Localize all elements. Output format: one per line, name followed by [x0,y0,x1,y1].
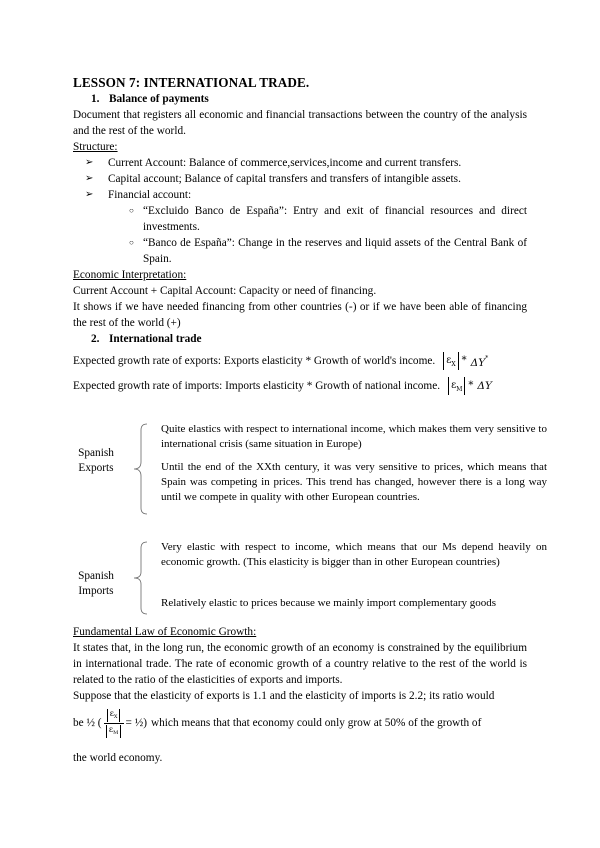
elasticity-ratio-fraction: $\frac{\varepsilon_X}{\varepsilon_M}$ [104,709,124,738]
exports-elasticity-symbol: $\varepsilon_X$ * ΔY* [443,351,488,371]
spanish-imports-block [73,540,547,620]
ratio-line: be ½ ( $\frac{\varepsilon_X}{\varepsilon_M}$ = ½) which means that that economy could only grow at 50% of the growth of [73,708,482,736]
exports-point-income: Quite elastics with respect to international income, which makes them very sensitive to international crisis (same situation in Europe) [161,423,547,450]
list-item: ➢ Current Account: Balance of commerce,services,income and current transfers. [85,157,462,169]
arrow-bullet-icon: ➢ [85,189,94,200]
fundamental-law-section [73,624,527,766]
fundamental-law-label: Fundamental Law of Economic Growth: [73,626,257,638]
section-2-number: 2. [91,333,100,345]
economic-interpretation-line: Current Account + Capital Account: Capacity or need of financing. [73,285,377,297]
section-2-title: International trade [109,333,202,345]
imports-point-income: Very elastic with respect to income, which means that our Ms depend heavily on economic growth. (This elasticity is bigger than in other European countries) [161,541,547,568]
left-brace-icon [131,422,151,516]
circle-bullet-icon: ○ [129,206,134,215]
bop-definition: Document that registers all economic and financial transactions between the country of the analysis and the rest of the world. [73,109,527,137]
economic-interpretation-text: It shows if we have needed financing from other countries (-) or if we have been able of financing the rest of the world (+) [73,301,527,329]
arrow-bullet-icon: ➢ [85,157,94,168]
section-1-heading [91,91,527,107]
imports-elasticity-symbol: $\varepsilon_M$ * ΔY [448,377,492,395]
list-item: ○ “Excluido Banco de España”: Entry and exit of financial resources and direct investments. [129,205,527,233]
list-item: ➢ Capital account; Balance of capital transfers and transfers of intangible assets. [85,173,461,185]
spanish-exports-block [73,422,547,522]
left-brace-icon [131,540,151,616]
lesson-title: LESSON 7: INTERNATIONAL TRADE. [73,75,310,90]
fundamental-law-text: It states that, in the long run, the economic growth of an economy is constrained by the equilibrium in international trade. The rate of economic growth of a country relative to the rest of the world is related to the ratio of the elasticities of exports and imports. [73,642,527,686]
financial-sublist [73,203,527,267]
structure-label: Structure: [73,141,118,153]
imports-formula: Expected growth rate of imports: Imports elasticity * Growth of national income. $\varepsilon_M$ * ΔY [73,375,527,397]
section-1-title: Balance of payments [109,93,209,105]
imports-point-prices: Relatively elastic to prices because we mainly import complementary goods [161,597,497,609]
fundamental-law-conclusion: the world economy. [73,752,163,764]
fundamental-law-example: Suppose that the elasticity of exports is 1.1 and the elasticity of imports is 2.2; its ratio would [73,690,495,702]
arrow-bullet-icon: ➢ [85,173,94,184]
list-item: ➢ Financial account: [85,189,192,201]
structure-list [73,155,527,203]
exports-point-prices: Until the end of the XXth century, it was very sensitive to prices, which means that Spain was competing in prices. This trend has changed, however there is a long way until we compete in quality with other European countries. [161,461,547,503]
exports-label: Spanish Exports [78,447,114,474]
economic-interpretation-label: Economic Interpretation: [73,269,187,281]
document-page [73,74,547,764]
list-item: ○ “Banco de España”: Change in the reserves and liquid assets of the Central Bank of Spain. [129,237,527,265]
section-2-heading [91,331,527,347]
imports-label: Spanish Imports [78,570,114,597]
exports-formula: Expected growth rate of exports: Exports elasticity * Growth of world's income. $\varepsilon_X$ * ΔY* [73,350,527,372]
circle-bullet-icon: ○ [129,238,134,247]
section-1-number: 1. [91,93,100,105]
